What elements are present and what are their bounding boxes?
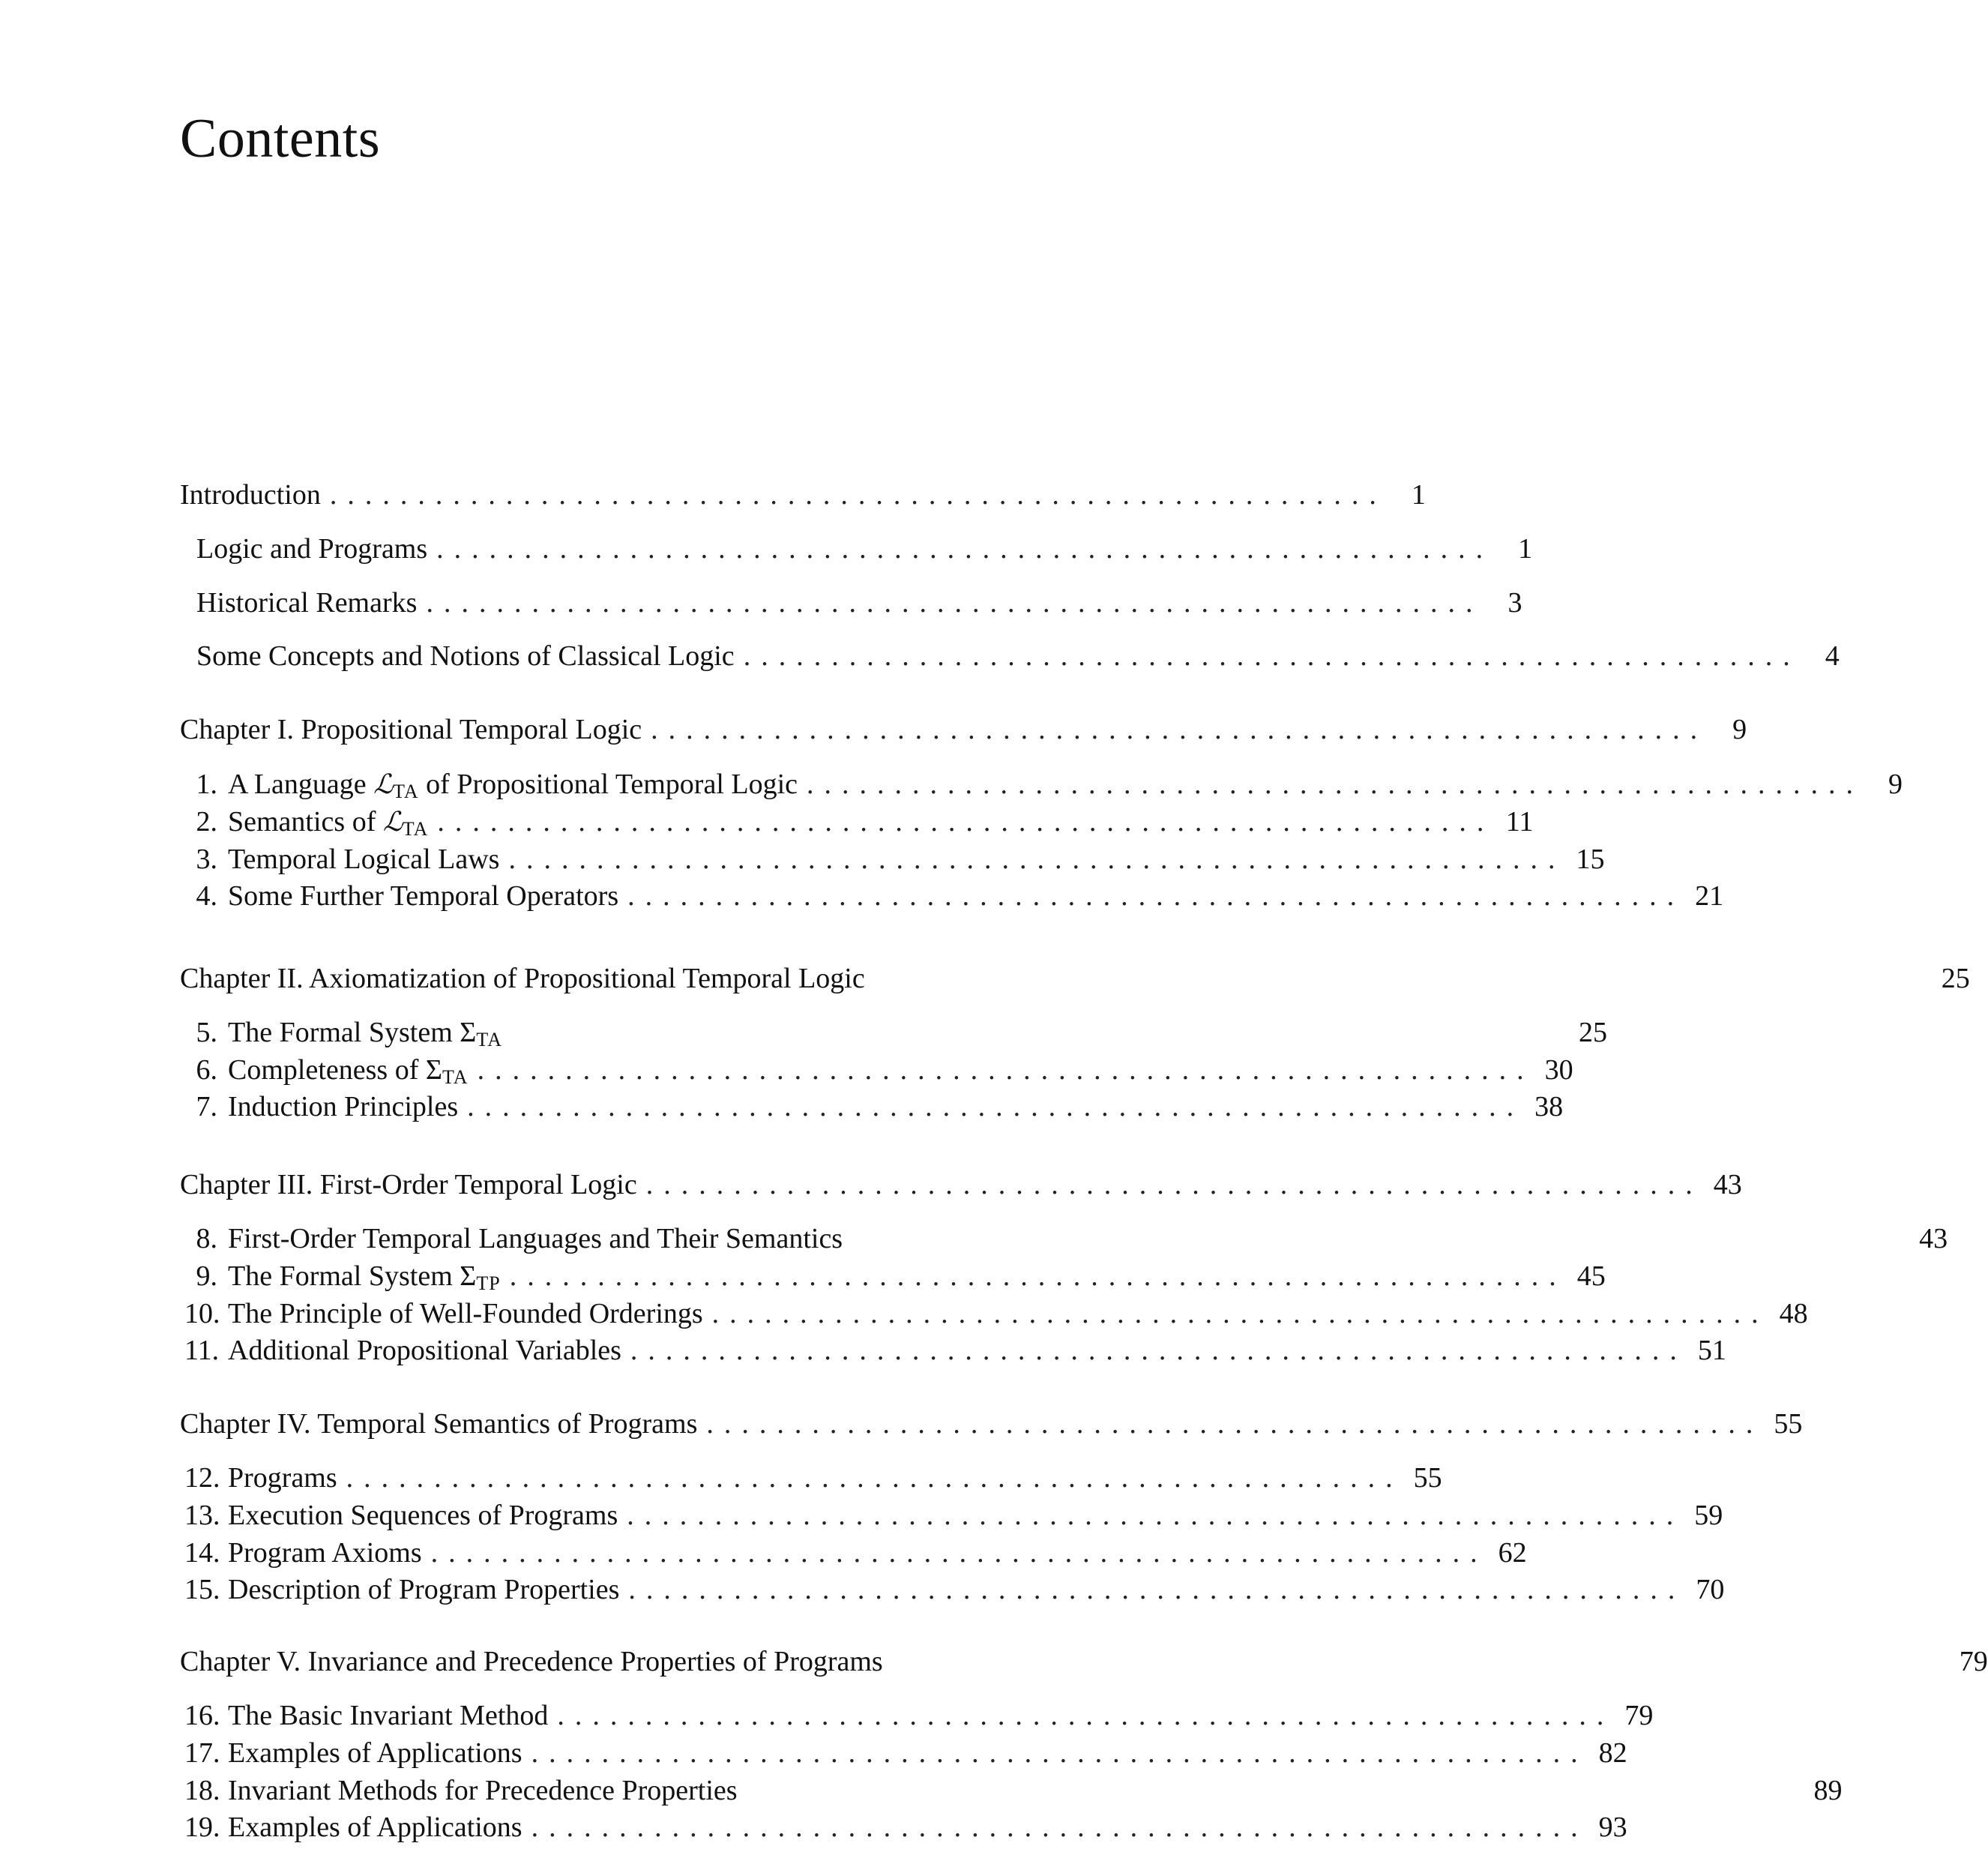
dot-leader: ............................................................ bbox=[346, 1462, 1403, 1494]
toc-entry-title: Chapter V. Invariance and Precedence Properties of Programs bbox=[180, 1646, 883, 1677]
dot-leader: ............................................................ bbox=[531, 1812, 1588, 1843]
toc-entry-number: 4. bbox=[196, 880, 217, 912]
math-symbol: Σ bbox=[425, 1054, 442, 1086]
toc-entry-title: Additional Propositional Variables bbox=[228, 1335, 621, 1366]
toc-entry[interactable] bbox=[184, 1500, 1723, 1532]
dot-leader: ............................................................ bbox=[477, 1054, 1534, 1086]
toc-entry[interactable] bbox=[184, 844, 1605, 876]
toc-entry[interactable] bbox=[184, 769, 1903, 803]
toc-entry-title: The Basic Invariant Method bbox=[228, 1700, 549, 1731]
toc-entry-title bbox=[228, 1055, 469, 1089]
toc-entry-title: Logic and Programs bbox=[196, 533, 428, 565]
toc-entry-title: Chapter IV. Temporal Semantics of Programs bbox=[180, 1408, 698, 1440]
toc-entry-number: 10. bbox=[184, 1298, 220, 1329]
toc-page-number: 9 bbox=[1888, 769, 1903, 800]
toc-entry-title: Examples of Applications bbox=[228, 1737, 522, 1769]
toc-entry-title: Chapter III. First-Order Temporal Logic bbox=[180, 1169, 637, 1200]
math-symbol: Σ bbox=[460, 1017, 477, 1048]
toc-entry[interactable] bbox=[196, 587, 1522, 619]
toc-entry[interactable] bbox=[184, 1054, 1573, 1089]
toc-entry-title: Chapter I. Propositional Temporal Logic bbox=[180, 714, 642, 745]
toc-entry[interactable] bbox=[184, 1775, 1843, 1807]
toc-entry-number: 13. bbox=[184, 1500, 220, 1531]
toc-chapter-heading[interactable] bbox=[180, 1169, 1742, 1201]
math-subscript: TP bbox=[476, 1272, 501, 1294]
dot-leader: ............................................................ bbox=[426, 587, 1484, 619]
toc-entry-title bbox=[228, 1017, 502, 1051]
toc-page-number: 79 bbox=[1624, 1700, 1654, 1731]
toc-chapter-heading[interactable] bbox=[180, 963, 1970, 995]
toc-page-number: 4 bbox=[1825, 640, 1840, 672]
toc-page-number: 11 bbox=[1505, 806, 1534, 838]
toc-page-number: 51 bbox=[1697, 1335, 1726, 1366]
toc-page-number: 55 bbox=[1413, 1462, 1442, 1494]
toc-chapter-heading[interactable] bbox=[180, 714, 1747, 746]
toc-entry-number: 11. bbox=[184, 1335, 220, 1366]
toc-entry-number: 3. bbox=[196, 844, 217, 875]
toc-entry-title: Chapter II. Axiomatization of Propositional Temporal Logic bbox=[180, 963, 865, 994]
toc-entry[interactable] bbox=[196, 640, 1840, 673]
dot-leader: ............................................................ bbox=[627, 1500, 1684, 1531]
page-title: Contents bbox=[180, 108, 381, 169]
toc-entry-number: 9. bbox=[196, 1260, 217, 1292]
toc-entry-number: 17. bbox=[184, 1737, 220, 1769]
toc-entry[interactable] bbox=[184, 1700, 1654, 1732]
toc-entry[interactable] bbox=[184, 806, 1534, 841]
dot-leader: ............................................................ bbox=[531, 1737, 1588, 1769]
toc-page-number: 1 bbox=[1518, 533, 1533, 565]
dot-leader: ............................................................ bbox=[743, 640, 1801, 672]
toc-entry-number: 7. bbox=[196, 1091, 217, 1122]
toc-entry-number: 14. bbox=[184, 1537, 220, 1569]
toc-page-number: 30 bbox=[1544, 1054, 1573, 1086]
toc-page-number: 55 bbox=[1774, 1408, 1803, 1440]
toc-entry[interactable] bbox=[184, 880, 1724, 913]
toc-entry-title: Execution Sequences of Programs bbox=[228, 1500, 618, 1531]
toc-page-number: 93 bbox=[1598, 1812, 1627, 1843]
toc-entry[interactable] bbox=[184, 1223, 1948, 1255]
toc-page-number: 70 bbox=[1696, 1574, 1725, 1605]
toc-page-number: 15 bbox=[1576, 844, 1605, 875]
toc-entry-number: 5. bbox=[196, 1017, 217, 1048]
dot-leader: ............................................................ bbox=[436, 533, 1494, 565]
toc-page-number: 25 bbox=[1941, 963, 1970, 994]
toc-page-number: 48 bbox=[1779, 1298, 1808, 1329]
toc-entry-title-text: The Formal System bbox=[228, 1017, 460, 1048]
toc-entry[interactable] bbox=[184, 1091, 1564, 1123]
dot-leader: ............................................................ bbox=[706, 1408, 1764, 1440]
toc-entry-number: 12. bbox=[184, 1462, 220, 1494]
toc-page-number: 62 bbox=[1498, 1537, 1527, 1569]
dot-leader: ............................................................ bbox=[508, 844, 1566, 875]
toc-entry-title: Invariant Methods for Precedence Properties bbox=[228, 1775, 738, 1806]
toc-entry-number: 16. bbox=[184, 1700, 220, 1731]
toc-entry-title-text: The Formal System bbox=[228, 1260, 460, 1292]
toc-page-number: 9 bbox=[1732, 714, 1747, 745]
toc-entry-title-text: of Propositional Temporal Logic bbox=[418, 769, 798, 800]
math-subscript: TA bbox=[442, 1066, 469, 1088]
toc-page-number: 45 bbox=[1576, 1260, 1606, 1292]
toc-page-number: 43 bbox=[1713, 1169, 1742, 1200]
toc-entry-title bbox=[228, 807, 428, 841]
dot-leader: ............................................................ bbox=[630, 1335, 1687, 1366]
toc-entry-title: Introduction bbox=[180, 479, 321, 511]
math-symbol: ℒ bbox=[373, 769, 394, 800]
dot-leader: ............................................................ bbox=[557, 1700, 1615, 1731]
toc-entry-title: First-Order Temporal Languages and Their Semantics bbox=[228, 1223, 843, 1254]
toc-entry[interactable] bbox=[184, 1017, 1607, 1051]
toc-entry-title: Program Axioms bbox=[228, 1537, 422, 1569]
toc-entry-title: Description of Program Properties bbox=[228, 1574, 620, 1605]
toc-page-number: 25 bbox=[1578, 1017, 1607, 1048]
toc-entry-title: Some Further Temporal Operators bbox=[228, 880, 619, 912]
dot-leader: ............................................................ bbox=[645, 1169, 1703, 1200]
toc-entry-title: The Principle of Well-Founded Orderings bbox=[228, 1298, 703, 1329]
dot-leader: ............................................................ bbox=[467, 1091, 1525, 1122]
toc-entry-title-text: Completeness of bbox=[228, 1054, 426, 1086]
toc-entry-title: Historical Remarks bbox=[196, 587, 418, 619]
toc-entry-title: Some Concepts and Notions of Classical Logic bbox=[196, 640, 735, 672]
dot-leader: ............................................................ bbox=[807, 769, 1864, 800]
dot-leader: ............................................................ bbox=[651, 714, 1708, 745]
toc-entry-title: Induction Principles bbox=[228, 1091, 459, 1122]
toc-entry[interactable] bbox=[184, 1574, 1725, 1606]
toc-entry[interactable] bbox=[184, 1298, 1808, 1330]
math-subscript: TA bbox=[393, 781, 419, 802]
toc-entry-title: Examples of Applications bbox=[228, 1812, 522, 1843]
toc-entry[interactable] bbox=[184, 1462, 1442, 1494]
dot-leader: ............................................................ bbox=[437, 806, 1495, 838]
toc-page-number: 38 bbox=[1534, 1091, 1564, 1122]
toc-page-number: 59 bbox=[1694, 1500, 1723, 1531]
toc-entry[interactable] bbox=[184, 1260, 1606, 1295]
toc-chapter-heading[interactable] bbox=[180, 479, 1426, 511]
toc-chapter-heading[interactable] bbox=[180, 1646, 1988, 1678]
toc-chapter-heading[interactable] bbox=[180, 1408, 1803, 1440]
toc-entry-title-text: A Language bbox=[228, 769, 374, 800]
dot-leader: ............................................................ bbox=[509, 1260, 1567, 1292]
dot-leader: ............................................................ bbox=[628, 1574, 1686, 1605]
toc-page-number: 1 bbox=[1411, 479, 1426, 511]
toc-page-number: 79 bbox=[1959, 1646, 1988, 1677]
toc-entry-number: 18. bbox=[184, 1775, 220, 1806]
toc-page-number: 82 bbox=[1598, 1737, 1627, 1769]
toc-entry-title bbox=[228, 769, 798, 803]
toc-entry-number: 19. bbox=[184, 1812, 220, 1843]
toc-page-number: 3 bbox=[1507, 587, 1522, 619]
toc-entry-title bbox=[228, 1261, 501, 1295]
dot-leader: ............................................................ bbox=[627, 880, 1685, 912]
toc-entry[interactable] bbox=[184, 1537, 1527, 1569]
toc-entry-number: 8. bbox=[196, 1223, 217, 1254]
toc-entry-title-text: Semantics of bbox=[228, 806, 383, 838]
toc-entry-number: 2. bbox=[196, 806, 217, 838]
toc-entry[interactable] bbox=[196, 533, 1533, 565]
dot-leader: ............................................................ bbox=[711, 1298, 1769, 1329]
toc-entry-number: 1. bbox=[196, 769, 217, 800]
toc-page-number: 43 bbox=[1919, 1223, 1948, 1254]
toc-entry[interactable] bbox=[184, 1335, 1726, 1367]
math-symbol: ℒ bbox=[382, 807, 403, 838]
toc-entry[interactable] bbox=[184, 1812, 1627, 1844]
math-subscript: TA bbox=[476, 1029, 502, 1050]
math-symbol: Σ bbox=[460, 1260, 477, 1292]
dot-leader: ............................................................ bbox=[329, 479, 1387, 511]
toc-entry-title: Programs bbox=[228, 1462, 337, 1494]
toc-entry[interactable] bbox=[184, 1737, 1627, 1770]
math-subscript: TA bbox=[402, 818, 429, 840]
dot-leader: ............................................................ bbox=[430, 1537, 1488, 1569]
toc-entry-number: 15. bbox=[184, 1574, 220, 1605]
toc-page-number: 21 bbox=[1695, 880, 1724, 912]
toc-entry-title: Temporal Logical Laws bbox=[228, 844, 500, 875]
toc-page-number: 89 bbox=[1813, 1775, 1843, 1806]
toc-entry-number: 6. bbox=[196, 1054, 217, 1086]
